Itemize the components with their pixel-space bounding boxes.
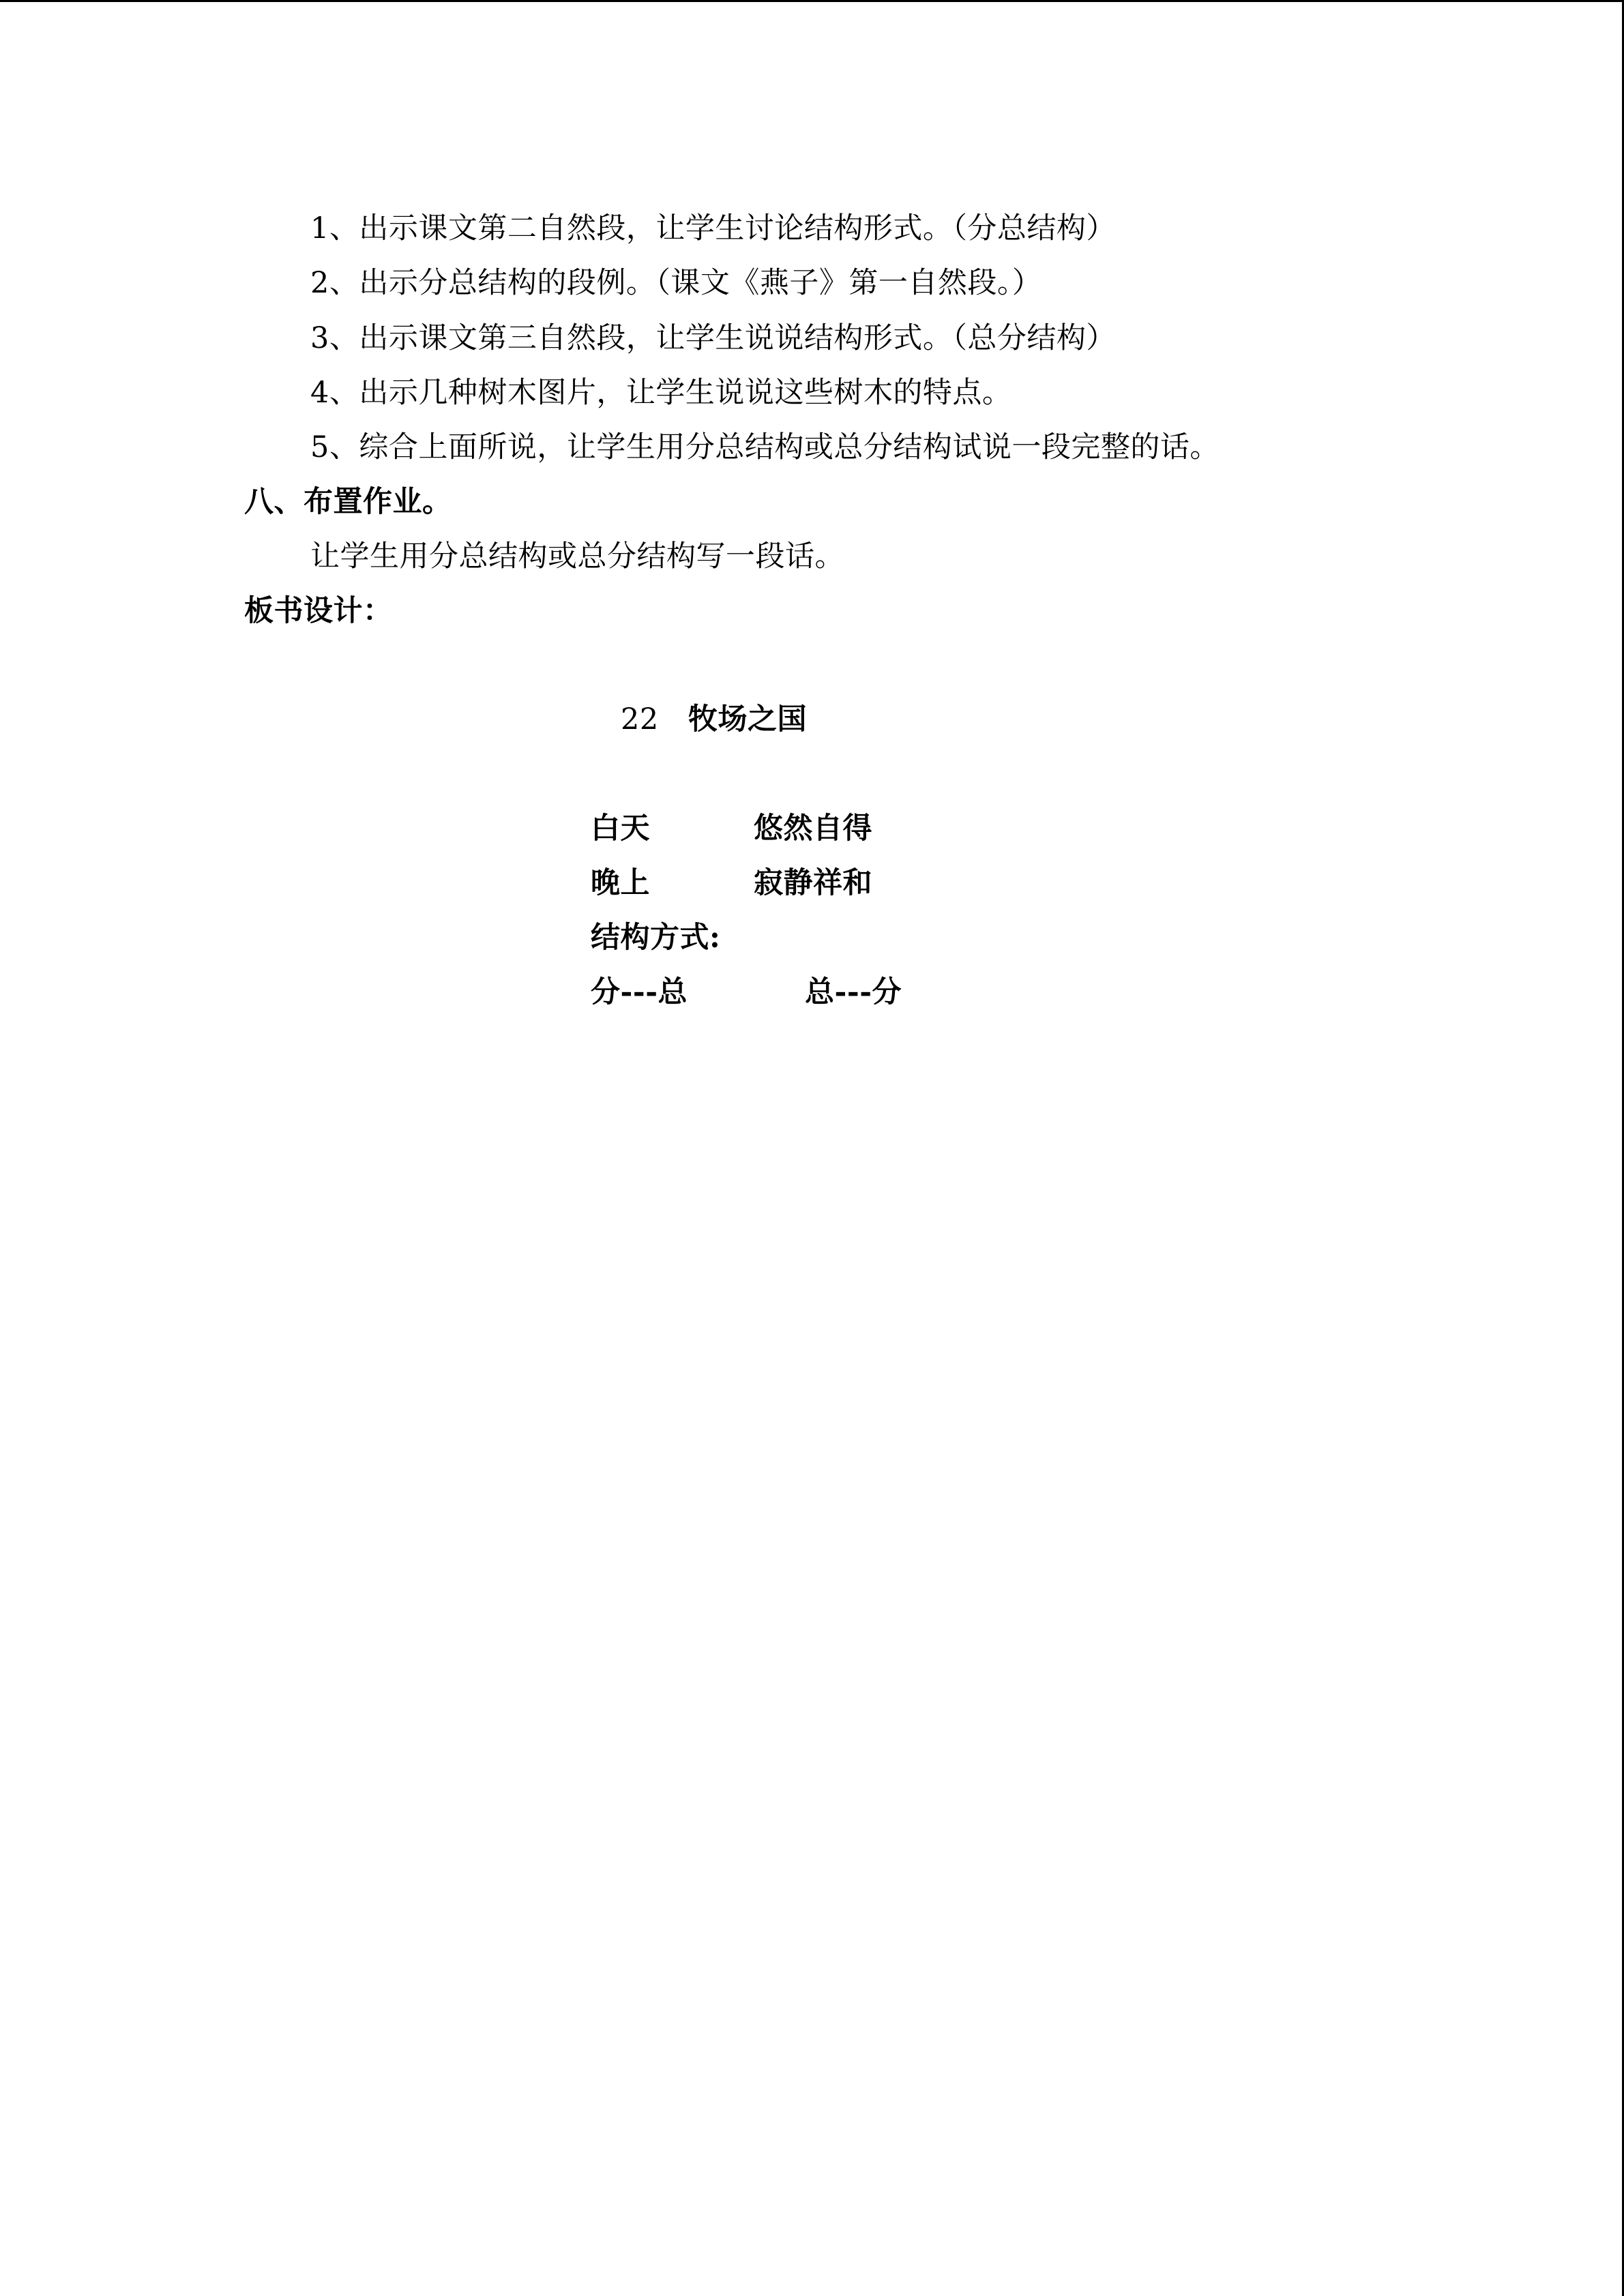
structure-part-whole: 分---总 bbox=[591, 975, 688, 1009]
day-label: 白天 bbox=[591, 811, 650, 846]
night-label: 晚上 bbox=[591, 866, 650, 900]
lesson-number: 22 bbox=[621, 702, 659, 736]
lesson-title: 牧场之国 bbox=[688, 702, 807, 736]
homework-text: 让学生用分总结构或总分结构写一段话。 bbox=[310, 539, 844, 573]
board-design-heading: 板书设计： bbox=[244, 594, 393, 628]
day-value: 悠然自得 bbox=[754, 811, 872, 846]
step-item-2: 2、出示分总结构的段例。（课文《燕子》第一自然段。） bbox=[310, 266, 1042, 300]
structure-whole-part: 总---分 bbox=[805, 975, 902, 1009]
step-item-3: 3、出示课文第三自然段，让学生说说结构形式。（总分结构） bbox=[310, 321, 1116, 355]
step-item-1: 1、出示课文第二自然段，让学生讨论结构形式。（分总结构） bbox=[310, 211, 1116, 245]
section-heading-homework: 八、布置作业。 bbox=[244, 485, 452, 519]
night-value: 寂静祥和 bbox=[754, 866, 872, 900]
step-item-4: 4、出示几种树木图片，让学生说说这些树木的特点。 bbox=[310, 376, 1012, 410]
step-item-5: 5、综合上面所说，让学生用分总结构或总分结构试说一段完整的话。 bbox=[310, 430, 1220, 464]
page-top-border bbox=[0, 0, 1624, 2]
structure-label: 结构方式: bbox=[591, 921, 721, 955]
